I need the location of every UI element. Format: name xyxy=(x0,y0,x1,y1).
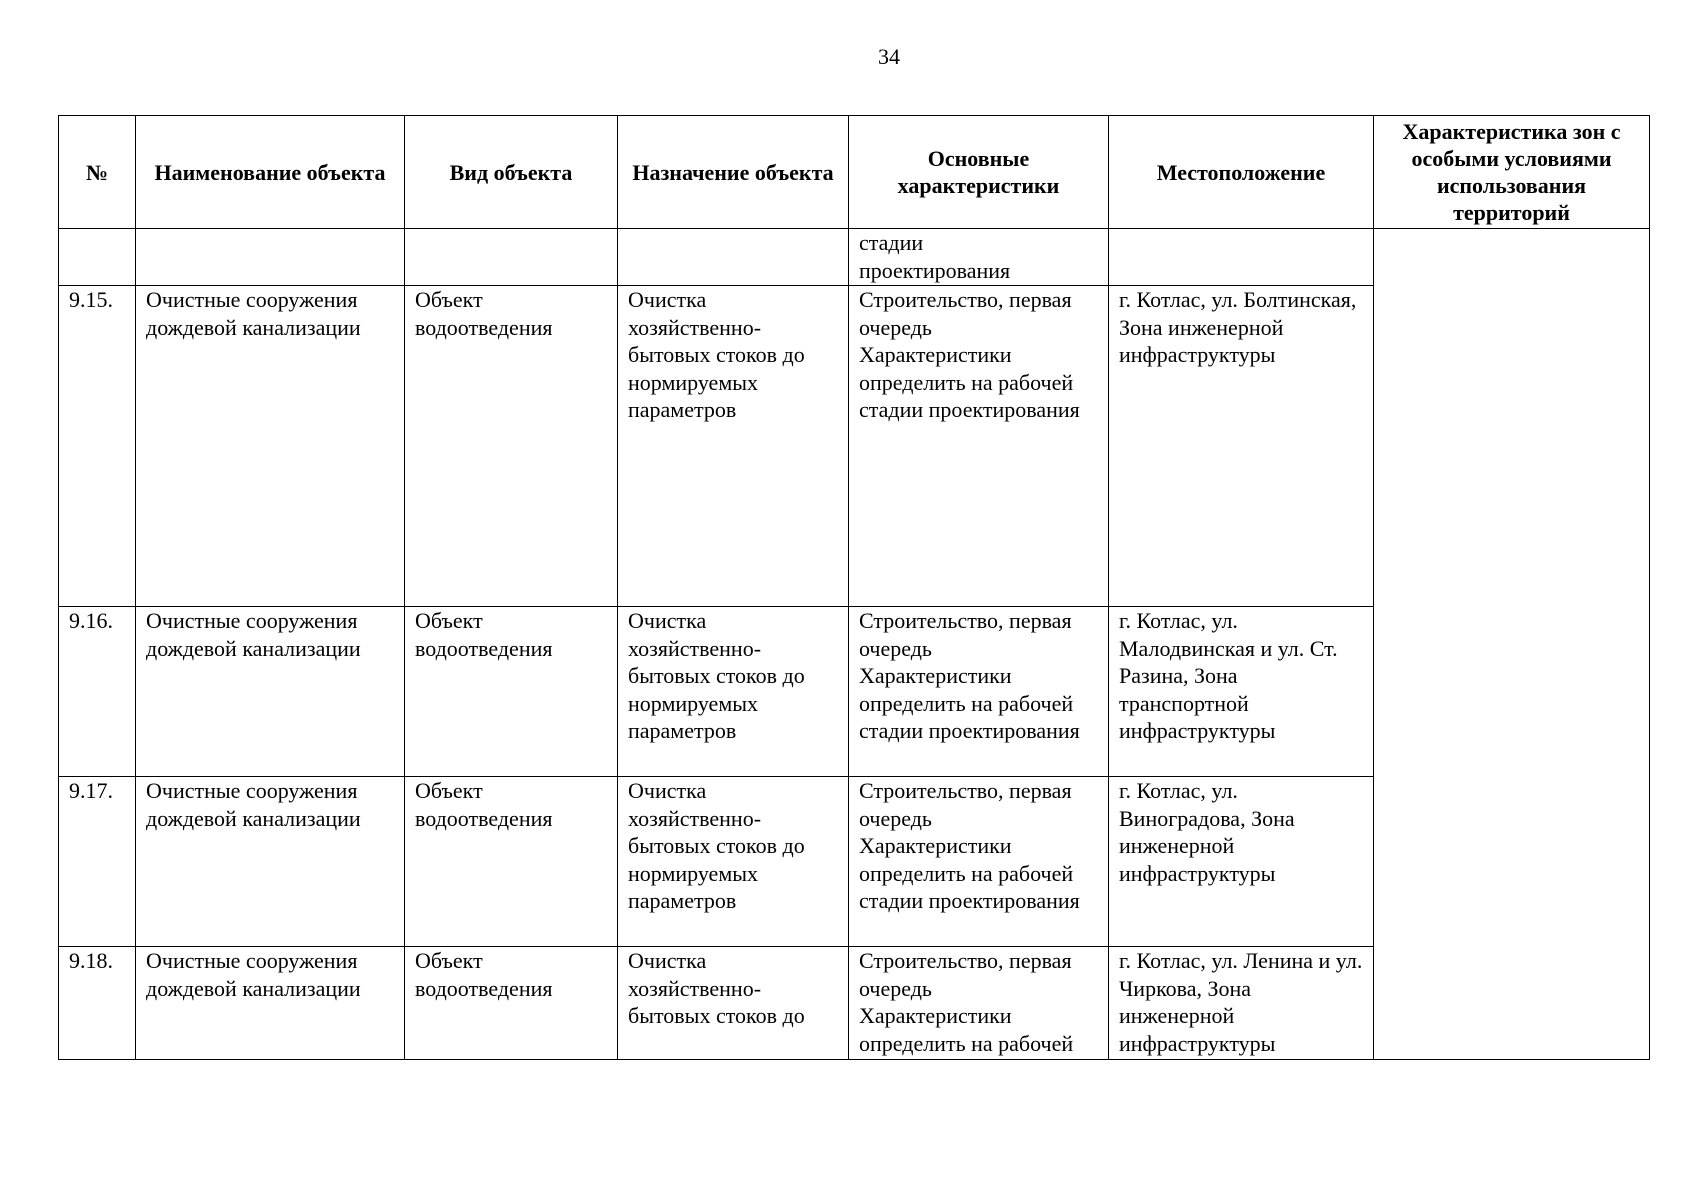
cell-characteristics: Строительство, первая очередь Характеристики определить на рабочей стадии проектирования xyxy=(849,286,1109,607)
cell-number xyxy=(59,229,136,286)
header-object-purpose: Назначение объекта xyxy=(618,116,849,229)
header-object-kind: Вид объекта xyxy=(405,116,618,229)
objects-table xyxy=(58,115,1650,1060)
cell-location: г. Котлас, ул. Малодвинская и ул. Ст. Разина, Зона транспортной инфраструктуры xyxy=(1109,607,1374,777)
cell-zone-characteristics xyxy=(1374,229,1650,1060)
header-number: № xyxy=(59,116,136,229)
cell-location: г. Котлас, ул. Болтинская, Зона инженерной инфраструктуры xyxy=(1109,286,1374,607)
cell-object-name: Очистные сооружения дождевой канализации xyxy=(136,947,405,1060)
cell-object-kind: Объект водоотведения xyxy=(405,947,618,1060)
cell-characteristics: стадии проектирования xyxy=(849,229,1109,286)
header-zone-characteristics: Характеристика зон с особыми условиями использования территорий xyxy=(1374,116,1650,229)
cell-characteristics: Строительство, первая очередь Характеристики определить на рабочей стадии проектирования xyxy=(849,607,1109,777)
cell-number: 9.18. xyxy=(59,947,136,1060)
cell-characteristics: Строительство, первая очередь Характеристики определить на рабочей xyxy=(849,947,1109,1060)
table-header-row xyxy=(59,116,1650,229)
cell-object-purpose: Очистка хозяйственно-бытовых стоков до нормируемых параметров xyxy=(618,607,849,777)
cell-object-purpose: Очистка хозяйственно-бытовых стоков до нормируемых параметров xyxy=(618,777,849,947)
cell-location: г. Котлас, ул. Виноградова, Зона инженерной инфраструктуры xyxy=(1109,777,1374,947)
page-number: 34 xyxy=(878,44,900,69)
cell-object-purpose: Очистка хозяйственно-бытовых стоков до xyxy=(618,947,849,1060)
cell-number: 9.15. xyxy=(59,286,136,607)
cell-location xyxy=(1109,229,1374,286)
cell-object-kind: Объект водоотведения xyxy=(405,777,618,947)
header-main-characteristics: Основные характеристики xyxy=(849,116,1109,229)
cell-object-name: Очистные сооружения дождевой канализации xyxy=(136,607,405,777)
cell-object-kind: Объект водоотведения xyxy=(405,607,618,777)
cell-object-name xyxy=(136,229,405,286)
cell-object-kind: Объект водоотведения xyxy=(405,286,618,607)
cell-number: 9.17. xyxy=(59,777,136,947)
table-row-continuation xyxy=(59,229,1650,286)
cell-object-purpose: Очистка хозяйственно-бытовых стоков до нормируемых параметров xyxy=(618,286,849,607)
header-object-name: Наименование объекта xyxy=(136,116,405,229)
cell-object-purpose xyxy=(618,229,849,286)
cell-characteristics: Строительство, первая очередь Характеристики определить на рабочей стадии проектирования xyxy=(849,777,1109,947)
cell-object-name: Очистные сооружения дождевой канализации xyxy=(136,777,405,947)
cell-object-name: Очистные сооружения дождевой канализации xyxy=(136,286,405,607)
cell-location: г. Котлас, ул. Ленина и ул. Чиркова, Зона инженерной инфраструктуры xyxy=(1109,947,1374,1060)
header-location: Местоположение xyxy=(1109,116,1374,229)
cell-object-kind xyxy=(405,229,618,286)
cell-number: 9.16. xyxy=(59,607,136,777)
